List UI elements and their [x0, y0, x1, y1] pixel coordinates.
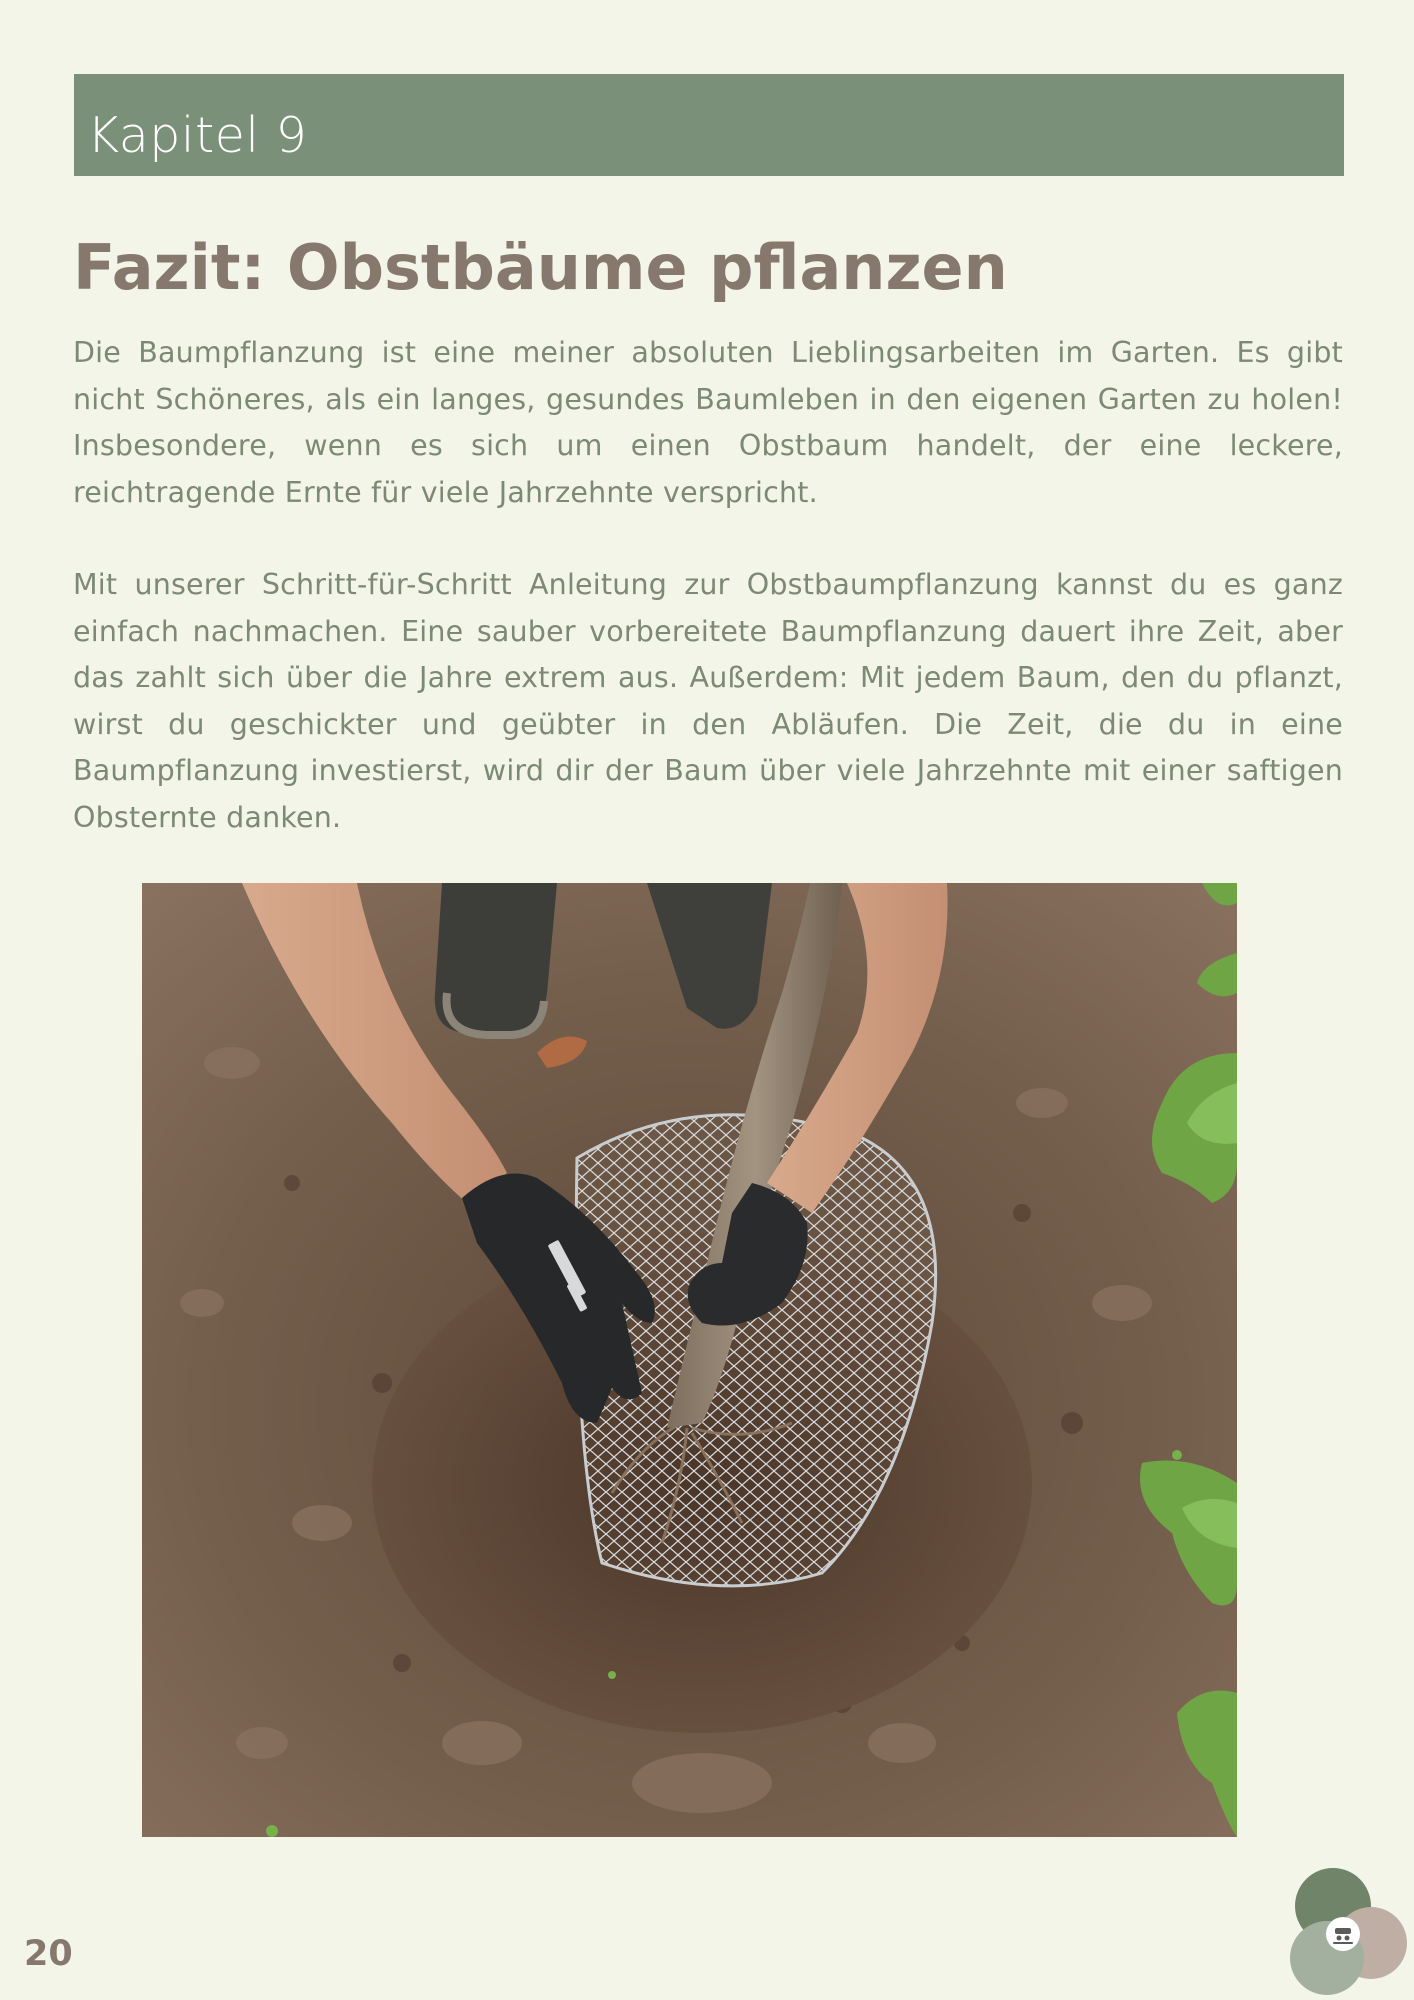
paragraph-intro: Die Baumpflanzung ist eine meiner absoluten Lieblingsarbeiten im Garten. Es gibt nicht Schöneres, als ein langes, gesundes Baumleben in den eigenen Garten zu holen! Insbesondere, wenn es sich um einen Obstbaum handelt, der eine leckere, reichtragende Ernte für viele Jahrzehnte verspricht.	[73, 336, 1343, 509]
tree-planting-photo	[142, 883, 1237, 1837]
chapter-banner	[74, 74, 1344, 176]
chapter-label: Kapitel 9	[87, 107, 308, 164]
page-title: Fazit: Obstbäume pflanzen	[73, 231, 1008, 304]
paragraph-guide: Mit unserer Schritt-für-Schritt Anleitung zur Obstbaumpflanzung kannst du es ganz einfach nachmachen. Eine sauber vorbereitete Baumpflanzung dauert ihre Zeit, aber das zahlt sich über die Jahre extrem aus. Außerdem: Mit jedem Baum, den du pflanzt, wirst du geschickter und geübter in den Abläufen. Die Zeit, die du in eine Baumpflanzung investierst, wird dir der Baum über viele Jahrzehnte mit einer saftigen Obsternte danken.	[73, 568, 1343, 834]
logo	[1285, 1868, 1409, 1996]
page-number: 20	[24, 1934, 73, 1974]
